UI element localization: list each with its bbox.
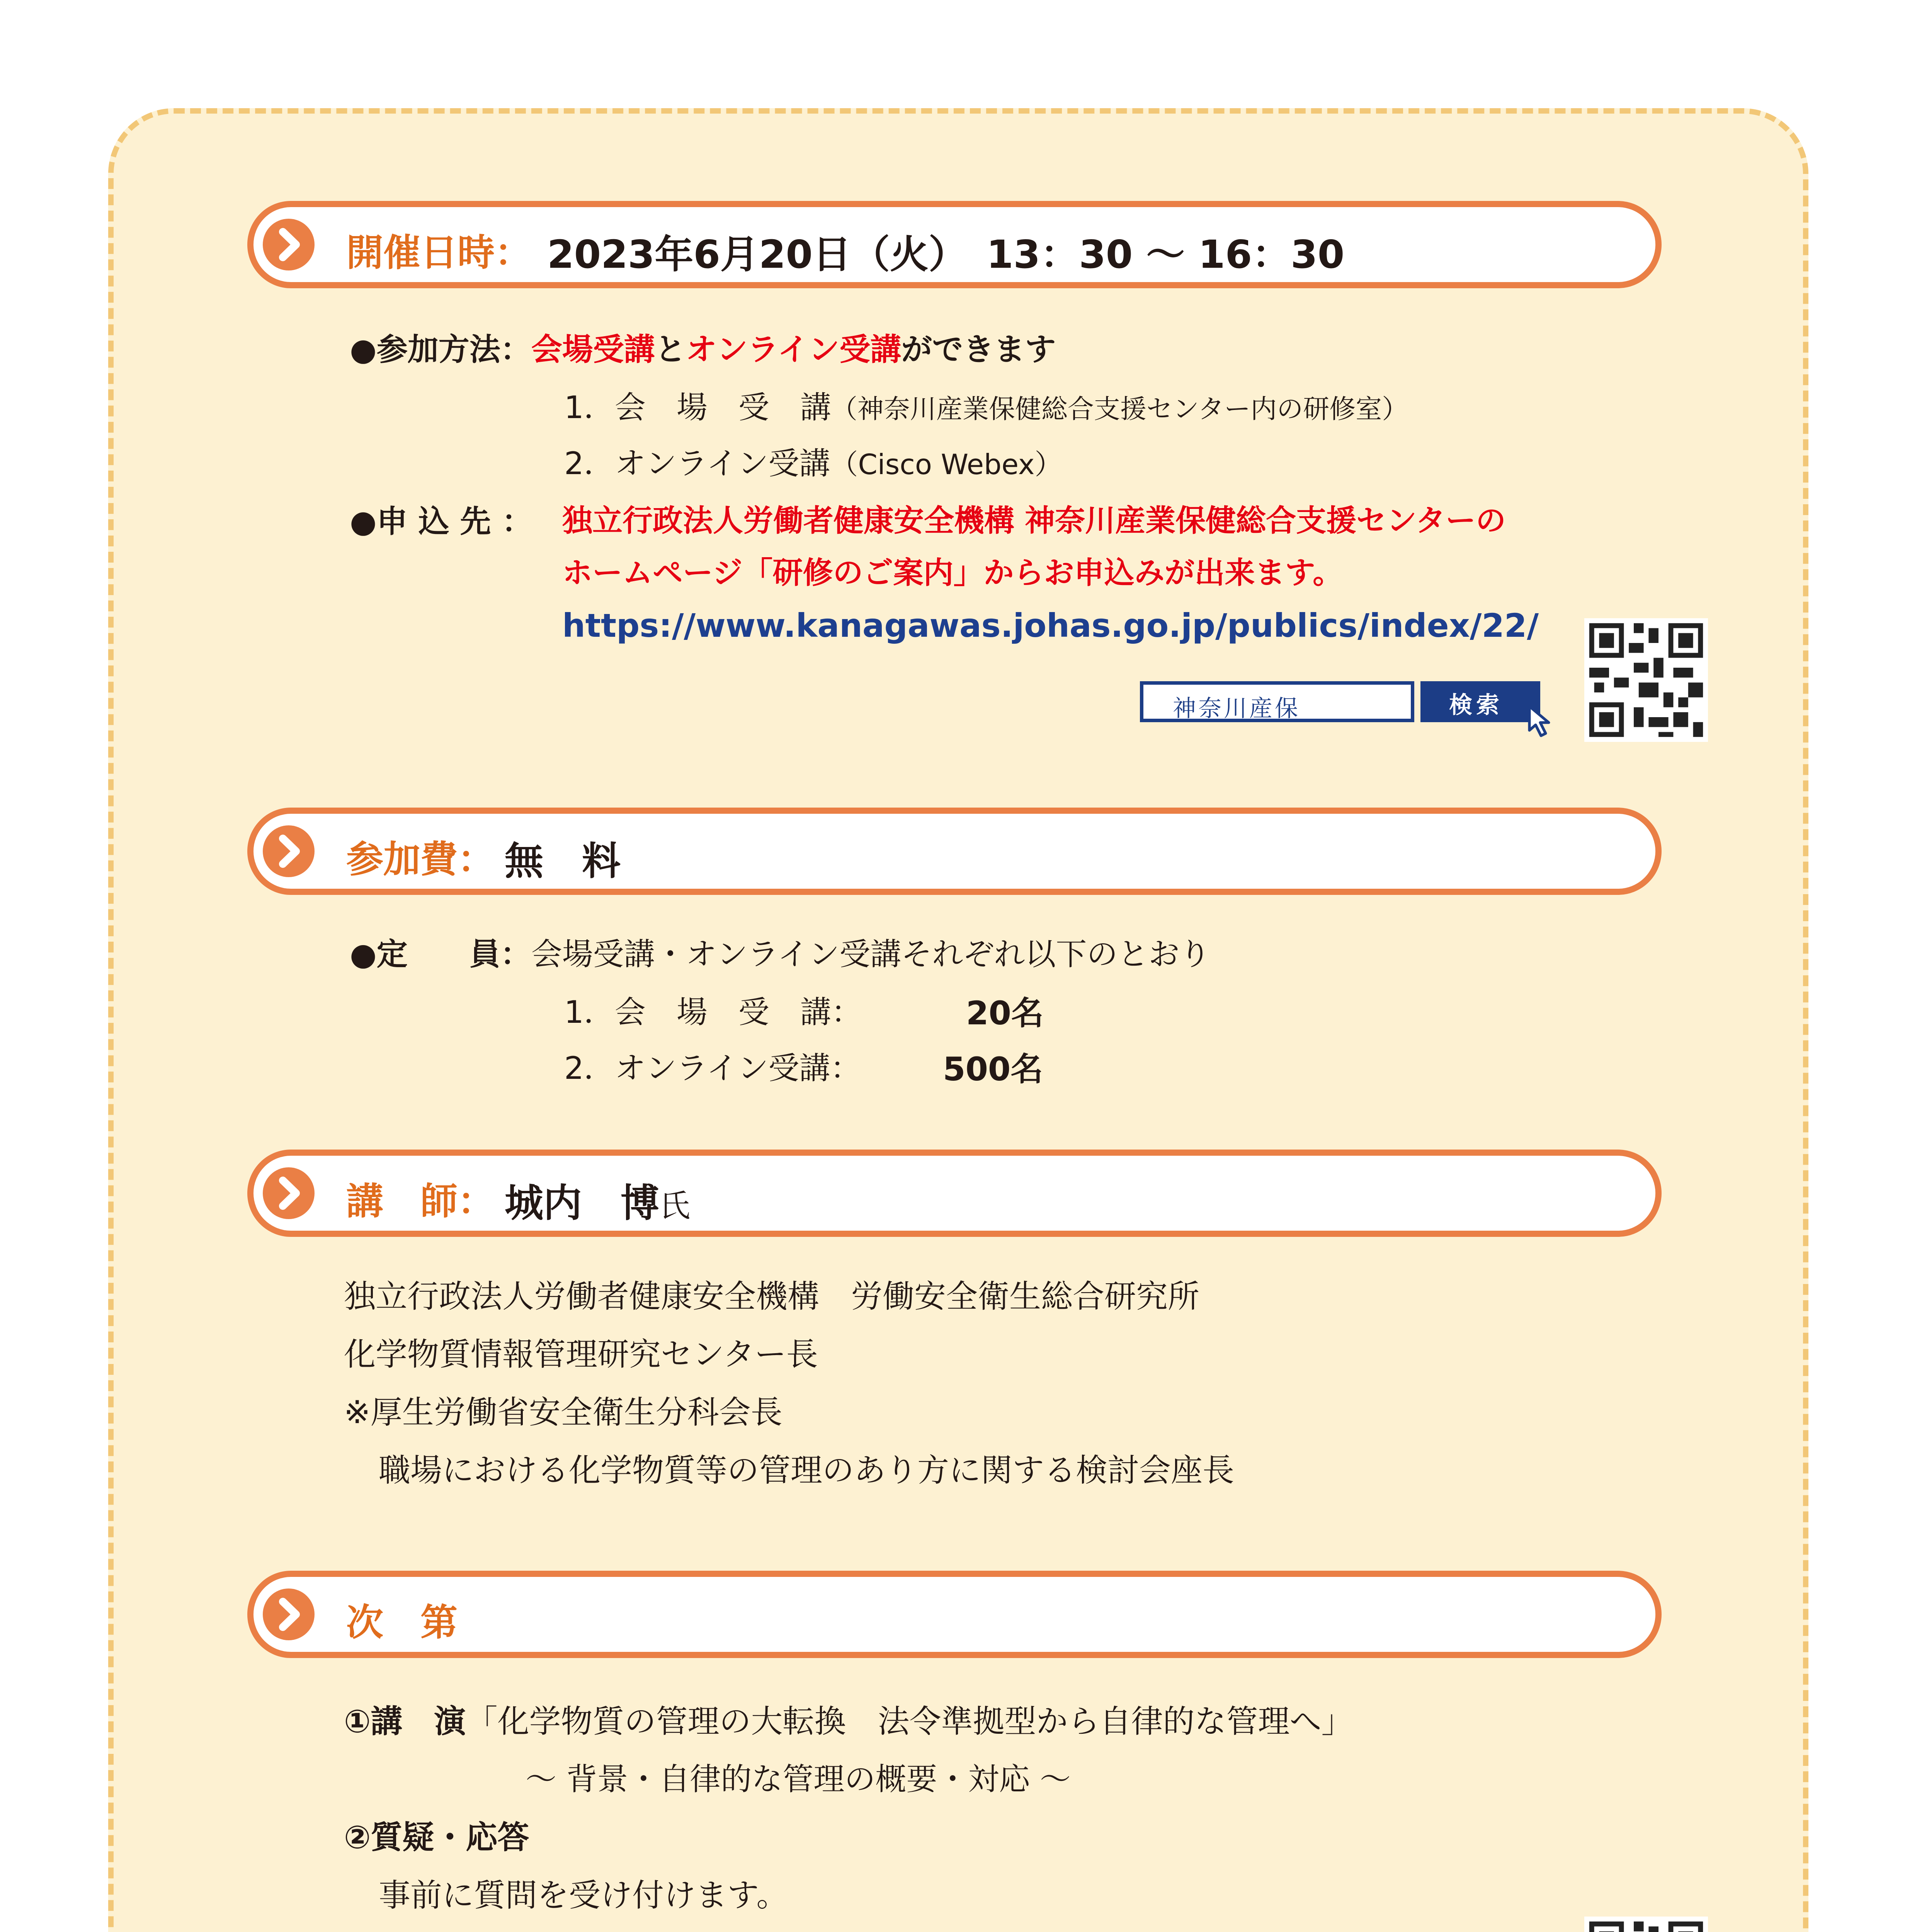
search-input-text: 神奈川産保 <box>1173 695 1300 722</box>
datetime-value: 2023年6月20日（火） 13：30 〜 16：30 <box>547 232 1345 277</box>
method-item-2-label: 2．オンライン受講 <box>564 446 830 481</box>
lecturer-line-2: 化学物質情報管理研究センター長 <box>344 1336 818 1373</box>
apply-line-1: 独立行政法人労働者健康安全機構 神奈川産業保健総合支援センターの <box>562 503 1506 538</box>
section-program <box>247 1571 1662 1658</box>
lecturer-name-text: 城内 博 <box>505 1180 659 1226</box>
lecturer-honorific: 氏 <box>659 1188 690 1224</box>
search-input[interactable] <box>1140 681 1414 722</box>
info-panel <box>108 108 1808 1932</box>
program-qr-code[interactable] <box>1584 1917 1708 1932</box>
method-line <box>350 325 1056 369</box>
apply-url-link[interactable]: https://www.kanagawas.johas.go.jp/publics/index/22/ <box>562 607 1539 645</box>
lecturer-line-4: 職場における化学物質等の管理のあり方に関する検討会座長 <box>379 1452 1235 1489</box>
lecturer-line-1: 独立行政法人労働者健康安全機構 労働安全衛生総合研究所 <box>344 1278 1200 1315</box>
chevron-right-icon <box>263 219 315 270</box>
lecturer-line-3: ※厚生労働省安全衛生分科会長 <box>344 1394 782 1431</box>
apply-line-2: ホームページ「研修のご案内」からお申込みが出来ます。 <box>562 556 1343 590</box>
apply-label: ●申 込 先 ： <box>350 503 533 539</box>
lecturer-label: 講 師： <box>346 1180 495 1223</box>
apply-qr-code[interactable] <box>1584 618 1708 742</box>
capacity-item-1-label: 1．会 場 受 講： <box>564 994 862 1030</box>
method-item-1-note: （神奈川産業保健総合支援センター内の研修室） <box>831 394 1408 425</box>
search-button[interactable] <box>1420 681 1540 722</box>
method-item-1-label: 1．会 場 受 講 <box>564 389 831 425</box>
capacity-text: 会場受講・オンライン受講それぞれ以下のとおり <box>531 936 1211 972</box>
program-item-1-label: ①講 演 <box>344 1703 466 1740</box>
capacity-label: ●定 員： <box>350 936 531 972</box>
capacity-item-1-value: 20名 <box>966 994 1044 1032</box>
section-datetime <box>247 201 1662 288</box>
section-fee <box>247 808 1662 895</box>
lecturer-name <box>505 1172 690 1228</box>
chevron-right-icon <box>263 1167 315 1219</box>
cursor-icon <box>1526 703 1557 738</box>
datetime-label: 開催日時： <box>346 231 532 274</box>
method-item-2 <box>564 439 1062 483</box>
capacity-item-2-value: 500名 <box>943 1050 1043 1088</box>
program-item-1 <box>344 1696 1353 1742</box>
program-item-2-label: ②質疑・応答 <box>344 1819 529 1856</box>
method-item-2-note: （Cisco Webex） <box>830 448 1063 481</box>
method-and: と <box>655 332 686 367</box>
program-item-1-sub: 〜 背景・自律的な管理の概要・対応 〜 <box>526 1761 1071 1797</box>
capacity-item-2 <box>564 1043 861 1088</box>
fee-label: 参加費： <box>346 838 495 881</box>
program-item-2-text: 事前に質問を受け付けます。 <box>379 1877 788 1914</box>
capacity-item-1 <box>564 987 862 1032</box>
method-label: ●参加方法： <box>350 332 531 367</box>
program-note-blue <box>379 1928 1321 1932</box>
chevron-right-icon <box>263 1588 315 1640</box>
program-label: 次 第 <box>346 1601 458 1644</box>
method-suffix: ができます <box>901 332 1056 367</box>
program-item-1-title: 「化学物質の管理の大転換 法令準拠型から自律的な管理へ」 <box>466 1703 1353 1740</box>
section-lecturer <box>247 1150 1662 1237</box>
method-online: オンライン受講 <box>685 332 902 367</box>
method-venue: 会場受講 <box>531 332 655 367</box>
capacity-item-2-label: 2．オンライン受講： <box>564 1050 861 1086</box>
search-button-label: 検索 <box>1449 692 1503 719</box>
capacity-line <box>350 929 1210 974</box>
fee-value: 無 料 <box>505 838 621 884</box>
method-item-1 <box>564 383 1408 427</box>
chevron-right-icon <box>263 825 315 877</box>
